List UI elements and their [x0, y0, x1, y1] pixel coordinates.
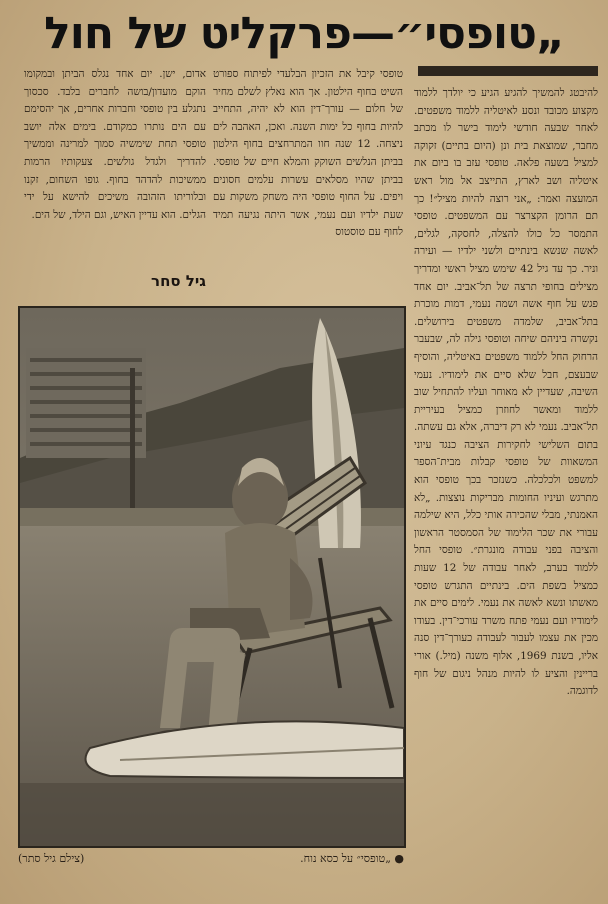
article-column-left: [24, 66, 206, 256]
article-text: טופסי קיבל את הזכיון הבלעדי לפיתוח ספורט השיט בחוף הילטון. אך הוא נאלץ לשלם מחיר של חלום — עורך־דין הוא לא יהיה, התחייב להיות בחוף כל ימות השנה. ואכן, האהבה לים ניצחה. 12 שנה חוו המתרחצים בחוף הילטון בביתן הנלשים השוקק והמלא חיים של טופסי. בביתן שהיו מסלאים עשרות עלמים חסונים ויפים. על החוף טופסי היה משחק משקות עם שעת ילדיו ועם נעמי, אשר היתה נגיעה תמיד לחוף עם טוסטוס: [213, 68, 403, 239]
photo-credit: (צילם גיל סתר): [18, 852, 85, 865]
photo-caption: ● „טופסי״ על כסא נוח.: [300, 852, 404, 865]
article-column-right: [414, 85, 598, 895]
section-bar: [418, 66, 598, 76]
article-text: להיבטג להמשיך להגיע הגיע כי יולדך ללמוד מקצוע מכובד ונסע לאיטליה ללמוד משפטים. לאחר שבעה חודשי לימוד בישר לו מכתב מחבר, שמוצאת בית ונן (היום בתיים) זקוקה למציל בשעה פלאה. טופסי עזב בו ביום את איטליה ושב לארץ, התייצב אל מול ראש המועצה ואמר: „אני רוצה להיות מציל״! כך תם הרומן הקצרצר עם המשפטים. טופסי התמסר כל כולו להצלה, לחסקה, לגלים, לאשה שנשא בינתיים ולשני ילדיו — ועירה וניר. כך עד גיל 42 שימש מציל ראשי ומדריך מצילים בחופי תרצה של תל־אביב. יום אחד פגש על חוף אשה ושמה נעמי, דמות מוכרת בתל־אביב, שלמדה משפטים בירושלים. נקשרה ביניהם שיחה וטופסי גילה לה, שבעבר הרחוק החל ללמוד משפטים באיטליה, והוסיף שבעצם, חבל שלא סיים את לימודיו. נעמי השיבה, שעדיין לא מאוחר ועליו להתחיל שוב ללמוד ומאשר לחוזרן כמציל בעיריית תל־אביב. נעמי לא רק דיברה, אלא גם עשתה. בתום השלישי לחקירות הציבה כנגד עיוני המשאוות של טופסי קבלות מבית־הספר למשפט ולכלכלה. כשנזכר בכך טופסי הוא מתרגש ועיניו החומות מבריקות נוצצות. „לא האמנתי, מבלי שהכירה אותי כלל, היא שילמה עבורי את שכר הלימוד של הסמסטר הראשון והציבה בפני עבודה מונגרת״. טופסי החל ללמוד בערב, לאחר עבודה של 12 שעות כמציל בשפת הים. בינתיים התגרש טופסי מאשתו ונשא לאשה את נעמי. לימים סיים את לימודיו ועם נעמי פתח משרד עורכי־דין. בעודו מכין את עצמו לעבור לעבודה כעורך־דין סנה אליו, בשנת 1969, אלוף משנה (מיל.) אורי בריינין והציע לו להיות מנהל ניגום של חוף לדוגמה.: [414, 87, 598, 698]
byline: גיל סחר: [151, 272, 206, 290]
beach-photo: [18, 306, 406, 848]
photo-illustration: [20, 308, 404, 846]
article-text: אדום, ישן. יום אחד נגלס הביתן ובמקומו הוקם מועדון/בושה לחברים בלבד. סכסוך נתגלע בין טופסי וחברות אחרים, אך יהסימם עם הים נותרו כמקודם. בימים אלה יושב טופסי תחת שימשיה סמוך למרינה וממשיך להדריך ולגדל גולשים. צעקותיו הרמות ממשיכות להדהד בחוף. גופו השחום, זקנו ובלוריתו הזהובה משיכים להישא על ידי הגלים. הוא עדיין האיש, וגם הילד, של הים.: [24, 68, 206, 221]
caption-text: „טופסי״ על כסא נוח.: [300, 852, 391, 865]
article-column-middle: [213, 66, 403, 298]
headline: „טופסי״—פרקליט של חול: [44, 8, 564, 59]
